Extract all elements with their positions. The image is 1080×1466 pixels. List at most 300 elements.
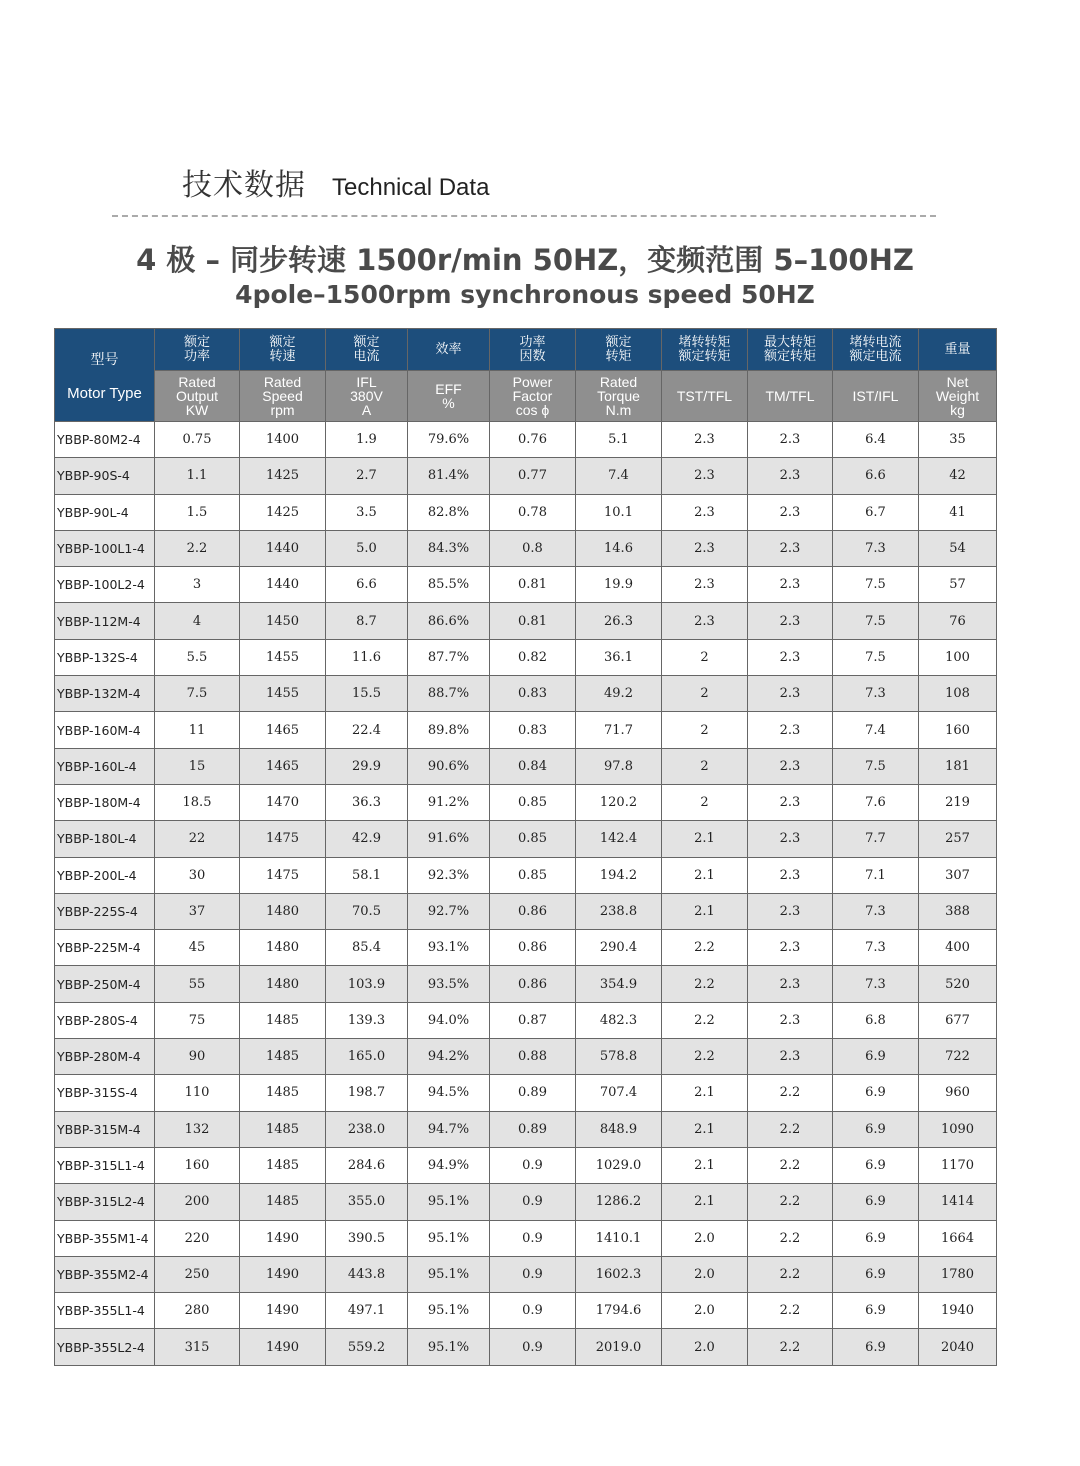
column-header-cn bbox=[833, 329, 919, 371]
table-cell: 2.3 bbox=[748, 530, 833, 566]
table-cell: 35 bbox=[919, 422, 997, 458]
column-header-en-line: Weight bbox=[935, 388, 980, 404]
table-cell: 200 bbox=[155, 1184, 240, 1220]
column-header-en-line: TM/TFL bbox=[765, 388, 815, 404]
column-header-cn-line: 堵转转矩 bbox=[678, 334, 731, 350]
table-row bbox=[55, 676, 997, 712]
table-cell: 1485 bbox=[240, 1039, 326, 1075]
cell-motor-type: YBBP-180L-4 bbox=[55, 821, 155, 857]
table-cell: 6.9 bbox=[833, 1256, 919, 1292]
column-header-cn bbox=[490, 329, 576, 371]
table-cell: 578.8 bbox=[576, 1039, 662, 1075]
cell-motor-type: YBBP-280M-4 bbox=[55, 1039, 155, 1075]
table-cell: 1440 bbox=[240, 567, 326, 603]
table-cell: 3.5 bbox=[326, 494, 408, 530]
table-cell: 0.76 bbox=[490, 422, 576, 458]
column-header-cn bbox=[919, 329, 997, 371]
cell-motor-type: YBBP-90S-4 bbox=[55, 458, 155, 494]
column-header-en-line: IFL bbox=[356, 374, 377, 390]
table-cell: 95.1% bbox=[408, 1220, 490, 1256]
column-header-en-line: rpm bbox=[270, 402, 295, 418]
table-cell: 94.0% bbox=[408, 1002, 490, 1038]
table-cell: 7.6 bbox=[833, 784, 919, 820]
column-header-en bbox=[326, 371, 408, 422]
table-cell: 93.1% bbox=[408, 930, 490, 966]
table-cell: 848.9 bbox=[576, 1111, 662, 1147]
table-cell: 1450 bbox=[240, 603, 326, 639]
table-cell: 0.9 bbox=[490, 1293, 576, 1329]
table-cell: 14.6 bbox=[576, 530, 662, 566]
table-cell: 15.5 bbox=[326, 676, 408, 712]
column-header-en bbox=[919, 371, 997, 422]
table-cell: 92.3% bbox=[408, 857, 490, 893]
table-cell: 70.5 bbox=[326, 893, 408, 929]
cell-motor-type: YBBP-225S-4 bbox=[55, 893, 155, 929]
table-cell: 6.9 bbox=[833, 1184, 919, 1220]
table-cell: 6.9 bbox=[833, 1220, 919, 1256]
table-cell: 2.0 bbox=[662, 1293, 748, 1329]
table-cell: 42.9 bbox=[326, 821, 408, 857]
table-row bbox=[55, 1111, 997, 1147]
table-cell: 142.4 bbox=[576, 821, 662, 857]
table-cell: 85.5% bbox=[408, 567, 490, 603]
table-cell: 10.1 bbox=[576, 494, 662, 530]
table-cell: 2.3 bbox=[662, 494, 748, 530]
table-cell: 139.3 bbox=[326, 1002, 408, 1038]
table-cell: 1400 bbox=[240, 422, 326, 458]
cell-motor-type: YBBP-315L1-4 bbox=[55, 1147, 155, 1183]
table-cell: 0.86 bbox=[490, 893, 576, 929]
table-cell: 6.9 bbox=[833, 1329, 919, 1365]
column-header-cn-line: 转矩 bbox=[605, 348, 632, 364]
table-cell: 18.5 bbox=[155, 784, 240, 820]
table-cell: 388 bbox=[919, 893, 997, 929]
cell-motor-type: YBBP-355M1-4 bbox=[55, 1220, 155, 1256]
table-cell: 1485 bbox=[240, 1075, 326, 1111]
table-cell: 42 bbox=[919, 458, 997, 494]
column-header-en bbox=[833, 371, 919, 422]
table-cell: 2 bbox=[662, 748, 748, 784]
table-cell: 2.3 bbox=[748, 712, 833, 748]
table-cell: 2.3 bbox=[748, 458, 833, 494]
table-cell: 2.2 bbox=[748, 1256, 833, 1292]
table-cell: 0.84 bbox=[490, 748, 576, 784]
table-cell: 76 bbox=[919, 603, 997, 639]
table-row bbox=[55, 567, 997, 603]
table-cell: 85.4 bbox=[326, 930, 408, 966]
table-cell: 6.9 bbox=[833, 1111, 919, 1147]
table-cell: 0.88 bbox=[490, 1039, 576, 1075]
column-header-cn-line: 功率 bbox=[519, 334, 546, 350]
table-cell: 94.5% bbox=[408, 1075, 490, 1111]
table-cell: 2.3 bbox=[748, 821, 833, 857]
table-cell: 1410.1 bbox=[576, 1220, 662, 1256]
table-cell: 355.0 bbox=[326, 1184, 408, 1220]
table-cell: 0.85 bbox=[490, 821, 576, 857]
table-cell: 90 bbox=[155, 1039, 240, 1075]
table-cell: 30 bbox=[155, 857, 240, 893]
table-cell: 1440 bbox=[240, 530, 326, 566]
table-row bbox=[55, 1039, 997, 1075]
cell-motor-type: YBBP-355L1-4 bbox=[55, 1293, 155, 1329]
table-cell: 81.4% bbox=[408, 458, 490, 494]
table-cell: 0.81 bbox=[490, 567, 576, 603]
table-cell: 2.1 bbox=[662, 893, 748, 929]
section-heading-cn: 技术数据 bbox=[182, 168, 306, 203]
column-header-cn-line: 额定 bbox=[605, 334, 632, 350]
table-cell: 2.3 bbox=[748, 857, 833, 893]
table-row bbox=[55, 1075, 997, 1111]
column-header-cn bbox=[748, 329, 833, 371]
table-cell: 2.3 bbox=[662, 530, 748, 566]
table-cell: 6.9 bbox=[833, 1039, 919, 1075]
table-cell: 11 bbox=[155, 712, 240, 748]
column-header-cn-line: 电流 bbox=[353, 348, 380, 364]
table-header bbox=[55, 329, 997, 422]
column-header-motor-type bbox=[55, 329, 155, 422]
table-cell: 1465 bbox=[240, 748, 326, 784]
table-cell: 1794.6 bbox=[576, 1293, 662, 1329]
column-header-en-line: TST/TFL bbox=[676, 388, 733, 404]
table-cell: 1480 bbox=[240, 893, 326, 929]
table-cell: 110 bbox=[155, 1075, 240, 1111]
cell-motor-type: YBBP-132S-4 bbox=[55, 639, 155, 675]
table-cell: 3 bbox=[155, 567, 240, 603]
table-cell: 6.6 bbox=[326, 567, 408, 603]
table-cell: 2.3 bbox=[748, 639, 833, 675]
column-header-en-line: KW bbox=[185, 402, 209, 418]
table-cell: 722 bbox=[919, 1039, 997, 1075]
table-cell: 2.2 bbox=[748, 1111, 833, 1147]
table-cell: 29.9 bbox=[326, 748, 408, 784]
table-cell: 54 bbox=[919, 530, 997, 566]
table-cell: 0.9 bbox=[490, 1184, 576, 1220]
cell-motor-type: YBBP-100L1-4 bbox=[55, 530, 155, 566]
table-cell: 2019.0 bbox=[576, 1329, 662, 1365]
table-cell: 2 bbox=[662, 784, 748, 820]
table-cell: 160 bbox=[155, 1147, 240, 1183]
table-cell: 1.5 bbox=[155, 494, 240, 530]
table-cell: 2.3 bbox=[748, 1039, 833, 1075]
table-row bbox=[55, 422, 997, 458]
table-cell: 88.7% bbox=[408, 676, 490, 712]
column-header-en-line: Net bbox=[946, 374, 969, 390]
table-cell: 2.3 bbox=[748, 494, 833, 530]
table-cell: 1780 bbox=[919, 1256, 997, 1292]
table-cell: 7.1 bbox=[833, 857, 919, 893]
table-cell: 2040 bbox=[919, 1329, 997, 1365]
table-cell: 2.3 bbox=[748, 748, 833, 784]
cell-motor-type: YBBP-355M2-4 bbox=[55, 1256, 155, 1292]
table-cell: 1414 bbox=[919, 1184, 997, 1220]
column-header-cn-line: 额定转矩 bbox=[678, 348, 731, 364]
table-cell: 91.6% bbox=[408, 821, 490, 857]
section-heading-en: Technical Data bbox=[332, 174, 490, 201]
table-cell: 2.0 bbox=[662, 1256, 748, 1292]
column-header-en-line: Rated bbox=[178, 374, 216, 390]
column-header-en-line: Factor bbox=[512, 388, 553, 404]
table-cell: 220 bbox=[155, 1220, 240, 1256]
table-cell: 2.3 bbox=[662, 458, 748, 494]
table-cell: 7.5 bbox=[833, 603, 919, 639]
column-header-en-line: Torque bbox=[597, 388, 640, 404]
table-cell: 0.85 bbox=[490, 784, 576, 820]
table-cell: 100 bbox=[919, 639, 997, 675]
table-cell: 1485 bbox=[240, 1111, 326, 1147]
table-cell: 2.3 bbox=[662, 422, 748, 458]
table-cell: 79.6% bbox=[408, 422, 490, 458]
cell-motor-type: YBBP-160L-4 bbox=[55, 748, 155, 784]
column-header-en: Motor Type bbox=[67, 385, 142, 402]
table-row bbox=[55, 966, 997, 1002]
table-row bbox=[55, 784, 997, 820]
table-row bbox=[55, 494, 997, 530]
table-cell: 6.6 bbox=[833, 458, 919, 494]
table-cell: 1485 bbox=[240, 1002, 326, 1038]
table-cell: 390.5 bbox=[326, 1220, 408, 1256]
table-cell: 2.3 bbox=[748, 1002, 833, 1038]
table-cell: 238.0 bbox=[326, 1111, 408, 1147]
table-cell: 95.1% bbox=[408, 1256, 490, 1292]
table-cell: 2.1 bbox=[662, 821, 748, 857]
table-cell: 36.1 bbox=[576, 639, 662, 675]
table-cell: 677 bbox=[919, 1002, 997, 1038]
column-header-cn-line: 堵转电流 bbox=[849, 334, 902, 350]
table-cell: 86.6% bbox=[408, 603, 490, 639]
cell-motor-type: YBBP-225M-4 bbox=[55, 930, 155, 966]
table-cell: 2.0 bbox=[662, 1329, 748, 1365]
column-header-en bbox=[748, 371, 833, 422]
column-header-en-line: Speed bbox=[262, 388, 303, 404]
column-header-en-line: EFF bbox=[435, 381, 462, 397]
table-cell: 94.9% bbox=[408, 1147, 490, 1183]
table-row bbox=[55, 1147, 997, 1183]
table-cell: 0.75 bbox=[155, 422, 240, 458]
table-cell: 8.7 bbox=[326, 603, 408, 639]
table-cell: 1170 bbox=[919, 1147, 997, 1183]
table-cell: 1602.3 bbox=[576, 1256, 662, 1292]
column-header-en bbox=[576, 371, 662, 422]
column-header-en bbox=[490, 371, 576, 422]
table-cell: 49.2 bbox=[576, 676, 662, 712]
column-header-cn-line: 重量 bbox=[944, 341, 971, 357]
table-cell: 1485 bbox=[240, 1184, 326, 1220]
cell-motor-type: YBBP-200L-4 bbox=[55, 857, 155, 893]
column-header-en-line: IST/IFL bbox=[852, 388, 899, 404]
table-cell: 0.77 bbox=[490, 458, 576, 494]
table-cell: 0.78 bbox=[490, 494, 576, 530]
table-cell: 0.86 bbox=[490, 966, 576, 1002]
table-cell: 89.8% bbox=[408, 712, 490, 748]
table-cell: 280 bbox=[155, 1293, 240, 1329]
table-cell: 2 bbox=[662, 639, 748, 675]
table-cell: 58.1 bbox=[326, 857, 408, 893]
cell-motor-type: YBBP-100L2-4 bbox=[55, 567, 155, 603]
table-cell: 0.83 bbox=[490, 712, 576, 748]
table-cell: 2.7 bbox=[326, 458, 408, 494]
table-cell: 90.6% bbox=[408, 748, 490, 784]
table-cell: 1490 bbox=[240, 1293, 326, 1329]
cell-motor-type: YBBP-90L-4 bbox=[55, 494, 155, 530]
table-cell: 11.6 bbox=[326, 639, 408, 675]
table-cell: 1425 bbox=[240, 458, 326, 494]
table-cell: 108 bbox=[919, 676, 997, 712]
table-cell: 1664 bbox=[919, 1220, 997, 1256]
column-header-cn-line: 转速 bbox=[269, 348, 296, 364]
table-row bbox=[55, 603, 997, 639]
dashed-divider bbox=[112, 215, 936, 217]
header-row-en bbox=[55, 371, 997, 422]
table-cell: 219 bbox=[919, 784, 997, 820]
table-cell: 0.87 bbox=[490, 1002, 576, 1038]
table-cell: 250 bbox=[155, 1256, 240, 1292]
table-row bbox=[55, 458, 997, 494]
table-cell: 2.2 bbox=[748, 1293, 833, 1329]
section-heading bbox=[182, 160, 489, 204]
table-cell: 194.2 bbox=[576, 857, 662, 893]
table-cell: 2.3 bbox=[662, 603, 748, 639]
table-cell: 2.2 bbox=[748, 1075, 833, 1111]
table-cell: 91.2% bbox=[408, 784, 490, 820]
table-cell: 57 bbox=[919, 567, 997, 603]
table-cell: 2.2 bbox=[662, 966, 748, 1002]
table-cell: 7.4 bbox=[576, 458, 662, 494]
table-row bbox=[55, 893, 997, 929]
table-cell: 0.89 bbox=[490, 1075, 576, 1111]
table-cell: 2.3 bbox=[748, 930, 833, 966]
table-cell: 120.2 bbox=[576, 784, 662, 820]
column-header-cn-line: 因数 bbox=[519, 348, 546, 364]
table-cell: 5.5 bbox=[155, 639, 240, 675]
table-cell: 6.8 bbox=[833, 1002, 919, 1038]
table-cell: 87.7% bbox=[408, 639, 490, 675]
table-cell: 95.1% bbox=[408, 1184, 490, 1220]
table-cell: 6.9 bbox=[833, 1075, 919, 1111]
table-row bbox=[55, 1220, 997, 1256]
table-cell: 2.1 bbox=[662, 1075, 748, 1111]
table-cell: 1480 bbox=[240, 930, 326, 966]
table-cell: 7.5 bbox=[833, 567, 919, 603]
table-cell: 1475 bbox=[240, 857, 326, 893]
column-header-cn-line: 额定 bbox=[353, 334, 380, 350]
table-cell: 443.8 bbox=[326, 1256, 408, 1292]
table-cell: 22 bbox=[155, 821, 240, 857]
column-header-cn-line: 效率 bbox=[435, 341, 462, 357]
table-cell: 1485 bbox=[240, 1147, 326, 1183]
column-header-cn-line: 额定 bbox=[183, 334, 210, 350]
cell-motor-type: YBBP-315M-4 bbox=[55, 1111, 155, 1147]
column-header-en-line: Output bbox=[175, 388, 219, 404]
column-header-cn-line: 额定转矩 bbox=[763, 348, 816, 364]
table-cell: 1090 bbox=[919, 1111, 997, 1147]
table-cell: 45 bbox=[155, 930, 240, 966]
table-cell: 1.1 bbox=[155, 458, 240, 494]
table-cell: 1425 bbox=[240, 494, 326, 530]
table-cell: 7.3 bbox=[833, 930, 919, 966]
table-cell: 2.2 bbox=[748, 1184, 833, 1220]
table-title-en: 4pole–1500rpm synchronous speed 50HZ bbox=[235, 280, 815, 309]
table-row bbox=[55, 1002, 997, 1038]
table-cell: 2.1 bbox=[662, 1184, 748, 1220]
cell-motor-type: YBBP-180M-4 bbox=[55, 784, 155, 820]
table-cell: 82.8% bbox=[408, 494, 490, 530]
table-cell: 1490 bbox=[240, 1220, 326, 1256]
table-cell: 55 bbox=[155, 966, 240, 1002]
column-header-en-line: Rated bbox=[599, 374, 638, 390]
table-cell: 37 bbox=[155, 893, 240, 929]
table-cell: 93.5% bbox=[408, 966, 490, 1002]
table-cell: 0.9 bbox=[490, 1147, 576, 1183]
table-cell: 2.3 bbox=[748, 567, 833, 603]
table-cell: 2 bbox=[662, 712, 748, 748]
column-header-en-line: Rated bbox=[263, 374, 302, 390]
table-cell: 0.81 bbox=[490, 603, 576, 639]
table-cell: 6.9 bbox=[833, 1147, 919, 1183]
column-header-cn bbox=[155, 329, 240, 371]
table-cell: 0.9 bbox=[490, 1220, 576, 1256]
table-cell: 2.3 bbox=[748, 676, 833, 712]
table-cell: 0.9 bbox=[490, 1329, 576, 1365]
table-cell: 103.9 bbox=[326, 966, 408, 1002]
table-cell: 22.4 bbox=[326, 712, 408, 748]
table-cell: 198.7 bbox=[326, 1075, 408, 1111]
table-cell: 95.1% bbox=[408, 1329, 490, 1365]
table-cell: 36.3 bbox=[326, 784, 408, 820]
column-header-en bbox=[408, 371, 490, 422]
table-cell: 2.2 bbox=[662, 1002, 748, 1038]
table-cell: 7.7 bbox=[833, 821, 919, 857]
table-row bbox=[55, 1293, 997, 1329]
table-cell: 7.4 bbox=[833, 712, 919, 748]
table-cell: 2.3 bbox=[748, 422, 833, 458]
table-cell: 315 bbox=[155, 1329, 240, 1365]
table-cell: 94.2% bbox=[408, 1039, 490, 1075]
column-header-cn bbox=[576, 329, 662, 371]
column-header-en bbox=[240, 371, 326, 422]
table-cell: 0.9 bbox=[490, 1256, 576, 1292]
column-header-en-line: Power bbox=[512, 374, 553, 390]
table-cell: 97.8 bbox=[576, 748, 662, 784]
column-header-en bbox=[155, 371, 240, 422]
table-cell: 960 bbox=[919, 1075, 997, 1111]
table-cell: 2.2 bbox=[748, 1147, 833, 1183]
table-cell: 2.2 bbox=[662, 1039, 748, 1075]
table-cell: 2.1 bbox=[662, 857, 748, 893]
table-cell: 2.3 bbox=[748, 784, 833, 820]
table-cell: 2.2 bbox=[155, 530, 240, 566]
table-cell: 2 bbox=[662, 676, 748, 712]
cell-motor-type: YBBP-315S-4 bbox=[55, 1075, 155, 1111]
table-cell: 290.4 bbox=[576, 930, 662, 966]
table-cell: 71.7 bbox=[576, 712, 662, 748]
table-row bbox=[55, 1329, 997, 1365]
table-cell: 2.0 bbox=[662, 1220, 748, 1256]
table-cell: 2.2 bbox=[748, 1220, 833, 1256]
table-cell: 6.4 bbox=[833, 422, 919, 458]
header-row-cn bbox=[55, 329, 997, 371]
table-cell: 84.3% bbox=[408, 530, 490, 566]
table-cell: 307 bbox=[919, 857, 997, 893]
column-header-en-line: % bbox=[442, 395, 455, 411]
table-cell: 284.6 bbox=[326, 1147, 408, 1183]
table-cell: 1475 bbox=[240, 821, 326, 857]
table-cell: 1480 bbox=[240, 966, 326, 1002]
table-cell: 520 bbox=[919, 966, 997, 1002]
table-cell: 2.1 bbox=[662, 1111, 748, 1147]
table-cell: 7.5 bbox=[833, 639, 919, 675]
table-cell: 4 bbox=[155, 603, 240, 639]
table-title-cn: 4 极 – 同步转速 1500r/min 50HZ，变频范围 5–100HZ bbox=[136, 243, 914, 277]
